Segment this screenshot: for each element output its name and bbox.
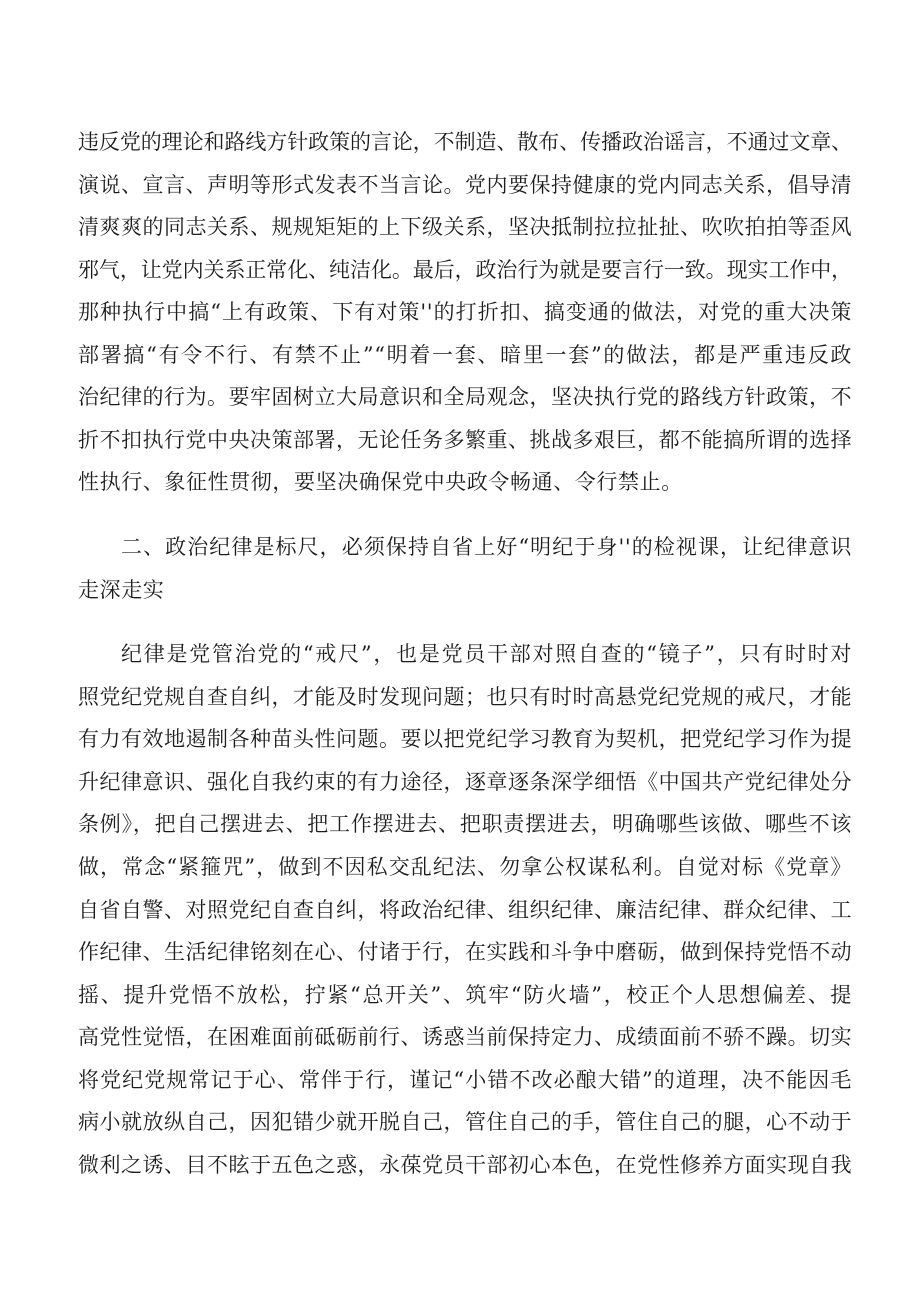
paragraph-3-line-12: 病小就放纵自己，因犯错少就开脱自己，管住自己的手，管住自己的腿，心不动于 <box>78 1110 852 1134</box>
paragraph-1-line-5: 那种执行中搞“上有政策、下有对策''的打折扣、搞变通的做法，对党的重大决策 <box>78 300 852 324</box>
paragraph-3-line-7: 自省自警、对照党纪自查自纠，将政治纪律、组织纪律、廉洁纪律、群众纪律、工 <box>78 898 852 922</box>
paragraph-1-line-9: 性执行、象征性贯彻，要坚决确保党中央政令畅通、令行禁止。 <box>78 470 683 494</box>
paragraph-3-line-2: 照党纪党规自查自纠，才能及时发现问题；也只有时时高悬党纪党规的戒尺，才能 <box>78 685 852 709</box>
paragraph-3-line-13: 微利之诱、目不眩于五色之惑，永葆党员干部初心本色，在党性修养方面实现自我 <box>78 1153 852 1177</box>
section-heading-line-1: 二、政治纪律是标尺，必须保持自省上好“明纪于身''的检视课，让纪律意识 <box>121 535 852 559</box>
paragraph-3-line-9: 摇、提升党悟不放松，拧紧“总开关”、筑牢“防火墙”，校正个人思想偏差、提 <box>78 983 852 1007</box>
paragraph-1-line-8: 折不扣执行党中央决策部署，无论任务多繁重、挑战多艰巨，都不能搞所谓的选择 <box>78 428 852 452</box>
paragraph-1-line-7: 治纪律的行为。要牢固树立大局意识和全局观念，坚决执行党的路线方针政策，不 <box>78 385 852 409</box>
paragraph-3-line-11: 将党纪党规常记于心、常伴于行，谨记“小错不改必酿大错”的道理，决不能因毛 <box>78 1068 852 1092</box>
paragraph-3-line-10: 高党性觉悟，在困难面前砥砺前行、诱惑当前保持定力、成绩面前不骄不躁。切实 <box>78 1025 852 1049</box>
paragraph-3-line-4: 升纪律意识、强化自我约束的有力途径，逐章逐条深学细悟《中国共产党纪律处分 <box>78 770 852 794</box>
paragraph-3-line-8: 作纪律、生活纪律铭刻在心、付诸于行，在实践和斗争中磨砺，做到保持党悟不动 <box>78 940 852 964</box>
paragraph-3-line-1: 纪律是党管治党的“戒尺”，也是党员干部对照自查的“镜子”，只有时时对 <box>121 642 852 666</box>
section-heading-line-2: 走深走实 <box>78 578 165 602</box>
paragraph-3-line-5: 条例》，把自己摆进去、把工作摆进去、把职责摆进去，明确哪些该做、哪些不该 <box>78 812 852 836</box>
paragraph-1-line-4: 邪气，让党内关系正常化、纯洁化。最后，政治行为就是要言行一致。现实工作中， <box>78 258 852 282</box>
paragraph-1-line-6: 部署搞“有令不行、有禁不止”“明着一套、暗里一套”的做法，都是严重违反政 <box>78 343 852 367</box>
paragraph-1-line-1: 违反党的理论和路线方针政策的言论，不制造、散布、传播政治谣言，不通过文章、 <box>78 130 852 154</box>
paragraph-1-line-3: 清爽爽的同志关系、规规矩矩的上下级关系，坚决抵制拉拉扯扯、吹吹拍拍等歪风 <box>78 215 852 239</box>
paragraph-3-line-3: 有力有效地遏制各种苗头性问题。要以把党纪学习教育为契机，把党纪学习作为提 <box>78 727 852 751</box>
paragraph-3-line-6: 做，常念“紧箍咒”，做到不因私交乱纪法、勿拿公权谋私利。自觉对标《党章》 <box>78 855 852 879</box>
paragraph-1-line-2: 演说、宣言、声明等形式发表不当言论。党内要保持健康的党内同志关系，倡导清 <box>78 173 852 197</box>
